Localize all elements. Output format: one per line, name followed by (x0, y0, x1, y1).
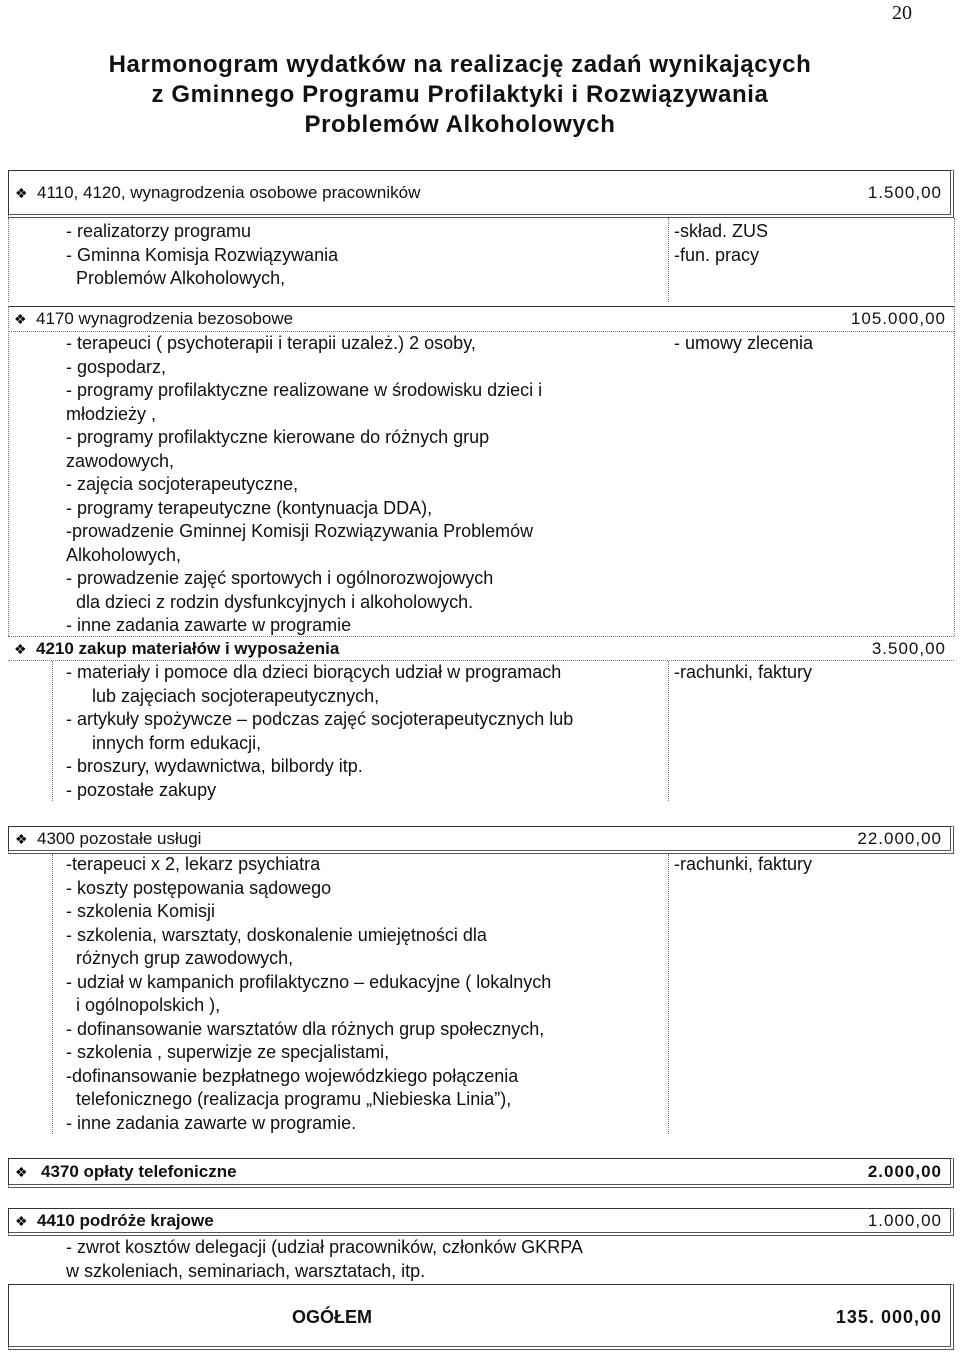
section-amount: 1.000,00 (867, 1210, 942, 1230)
note-item: -skład. ZUS (674, 221, 769, 241)
section-header-4410 (8, 1208, 954, 1236)
list-item: - programy profilaktyczne kierowane do różnych grup (66, 427, 490, 447)
list-item: innych form edukacji, (92, 732, 262, 753)
total-amount: 135. 000,00 (835, 1307, 942, 1327)
list-item: telefonicznego (realizacja programu „Niebieska Linia”), (76, 1089, 512, 1109)
list-item: - programy profilaktyczne realizowane w środowisku dzieci i (66, 380, 543, 400)
bullet-diamond-icon: ❖ (15, 830, 28, 847)
section-amount: 105.000,00 (850, 309, 946, 328)
list-item: młodzieży , (66, 403, 157, 424)
section-items (66, 853, 551, 1135)
list-item: - inne zadania zawarte w programie (66, 615, 352, 635)
title-line-1: Harmonogram wydatków na realizację zadań wynikających (108, 51, 812, 78)
document-title (0, 50, 920, 140)
list-item: - zwrot kosztów delegacji (udział pracowników, członków GKRPA (66, 1237, 583, 1257)
page-number: 20 (892, 2, 912, 24)
section-notes (674, 661, 812, 685)
list-item: -dofinansowanie bezpłatnego wojewódzkiego połączenia (66, 1065, 519, 1086)
bullet-diamond-icon: ❖ (14, 311, 27, 327)
bullet-diamond-icon: ❖ (15, 184, 28, 201)
list-item: - koszty postępowania sądowego (66, 877, 332, 898)
section-amount: 2.000,00 (867, 1161, 942, 1181)
list-item: - prowadzenie zajęć sportowych i ogólnorozwojowych (66, 568, 494, 588)
list-item: - programy terapeutyczne (kontynuacja DDA), (66, 497, 433, 518)
section-amount: 22.000,00 (857, 828, 942, 848)
title-line-3: Problemów Alkoholowych (304, 111, 616, 138)
section-label: 4300 pozostałe usługi (37, 828, 202, 848)
list-item: - gospodarz, (66, 356, 167, 377)
section-label: 4170 wynagrodzenia bezosobowe (36, 309, 294, 328)
section-notes (674, 332, 813, 356)
list-item: - terapeuci ( psychoterapii i terapii uzależ.) 2 osoby, (66, 333, 476, 353)
section-label: 4210 zakup materiałów i wyposażenia (36, 638, 340, 658)
list-item: -prowadzenie Gminnej Komisji Rozwiązywania Problemów (66, 521, 534, 541)
list-item: - szkolenia , superwizje ze specjalistami, (66, 1042, 390, 1062)
list-item: Alkoholowych, (66, 544, 182, 565)
section-amount: 3.500,00 (871, 638, 946, 658)
note-item: -rachunki, faktury (674, 854, 813, 874)
bullet-diamond-icon: ❖ (15, 1163, 28, 1180)
list-item: - udział w kampanich profilaktyczno – edukacyjne ( lokalnych (66, 971, 552, 992)
section-label: 4110, 4120, wynagrodzenia osobowe pracowników (37, 182, 421, 202)
list-item: - artykuły spożywcze – podczas zajęć socjoterapeutycznych lub (66, 709, 574, 729)
list-item: - materiały i pomoce dla dzieci biorących udział w programach (66, 662, 562, 682)
list-item: - Gminna Komisja Rozwiązywania (66, 244, 339, 265)
list-item: - broszury, wydawnictwa, bilbordy itp. (66, 756, 363, 776)
list-item: - realizatorzy programu (66, 221, 252, 241)
section-amount: 1.500,00 (867, 182, 942, 202)
section-label: 4410 podróże krajowe (37, 1210, 214, 1230)
note-item: -fun. pracy (674, 244, 760, 265)
bullet-diamond-icon: ❖ (15, 1212, 28, 1229)
bullet-diamond-icon: ❖ (14, 640, 27, 657)
list-item: - inne zadania zawarte w programie. (66, 1112, 357, 1133)
list-item: w szkoleniach, seminariach, warsztatach, itp. (66, 1260, 426, 1281)
list-item: lub zajęciach socjoterapeutycznych, (92, 685, 380, 706)
total-row (8, 1284, 954, 1350)
list-item: - szkolenia, warsztaty, doskonalenie umiejętności dla (66, 924, 487, 945)
list-item: - dofinansowanie warsztatów dla różnych grup społecznych, (66, 1018, 545, 1039)
section-header-4110 (8, 170, 954, 218)
section-label: 4370 opłaty telefoniczne (41, 1161, 237, 1181)
list-item: -terapeuci x 2, lekarz psychiatra (66, 854, 321, 874)
total-label: OGÓŁEM (292, 1307, 372, 1327)
section-header-4210 (8, 637, 954, 661)
list-item: - pozostałe zakupy (66, 779, 217, 800)
list-item: Problemów Alkoholowych, (76, 268, 286, 288)
list-item: - szkolenia Komisji (66, 901, 216, 921)
list-item: - zajęcia socjoterapeutyczne, (66, 474, 299, 494)
note-item: -rachunki, faktury (674, 662, 813, 682)
section-notes (674, 220, 768, 267)
section-notes (674, 853, 812, 877)
section-items (66, 332, 542, 638)
list-item: różnych grup zawodowych, (76, 948, 294, 968)
list-item: i ogólnopolskich ), (76, 995, 221, 1015)
section-items (66, 220, 338, 291)
section-items (66, 1236, 583, 1283)
list-item: zawodowych, (66, 450, 175, 471)
list-item: dla dzieci z rodzin dysfunkcyjnych i alkoholowych. (76, 591, 474, 612)
note-item: - umowy zlecenia (674, 333, 814, 353)
section-header-4370 (8, 1158, 954, 1188)
title-line-2: z Gminnego Programu Profilaktyki i Rozwiązywania (151, 81, 769, 108)
section-items (66, 661, 573, 802)
section-header-4300 (8, 826, 954, 854)
section-header-4170 (8, 306, 954, 332)
